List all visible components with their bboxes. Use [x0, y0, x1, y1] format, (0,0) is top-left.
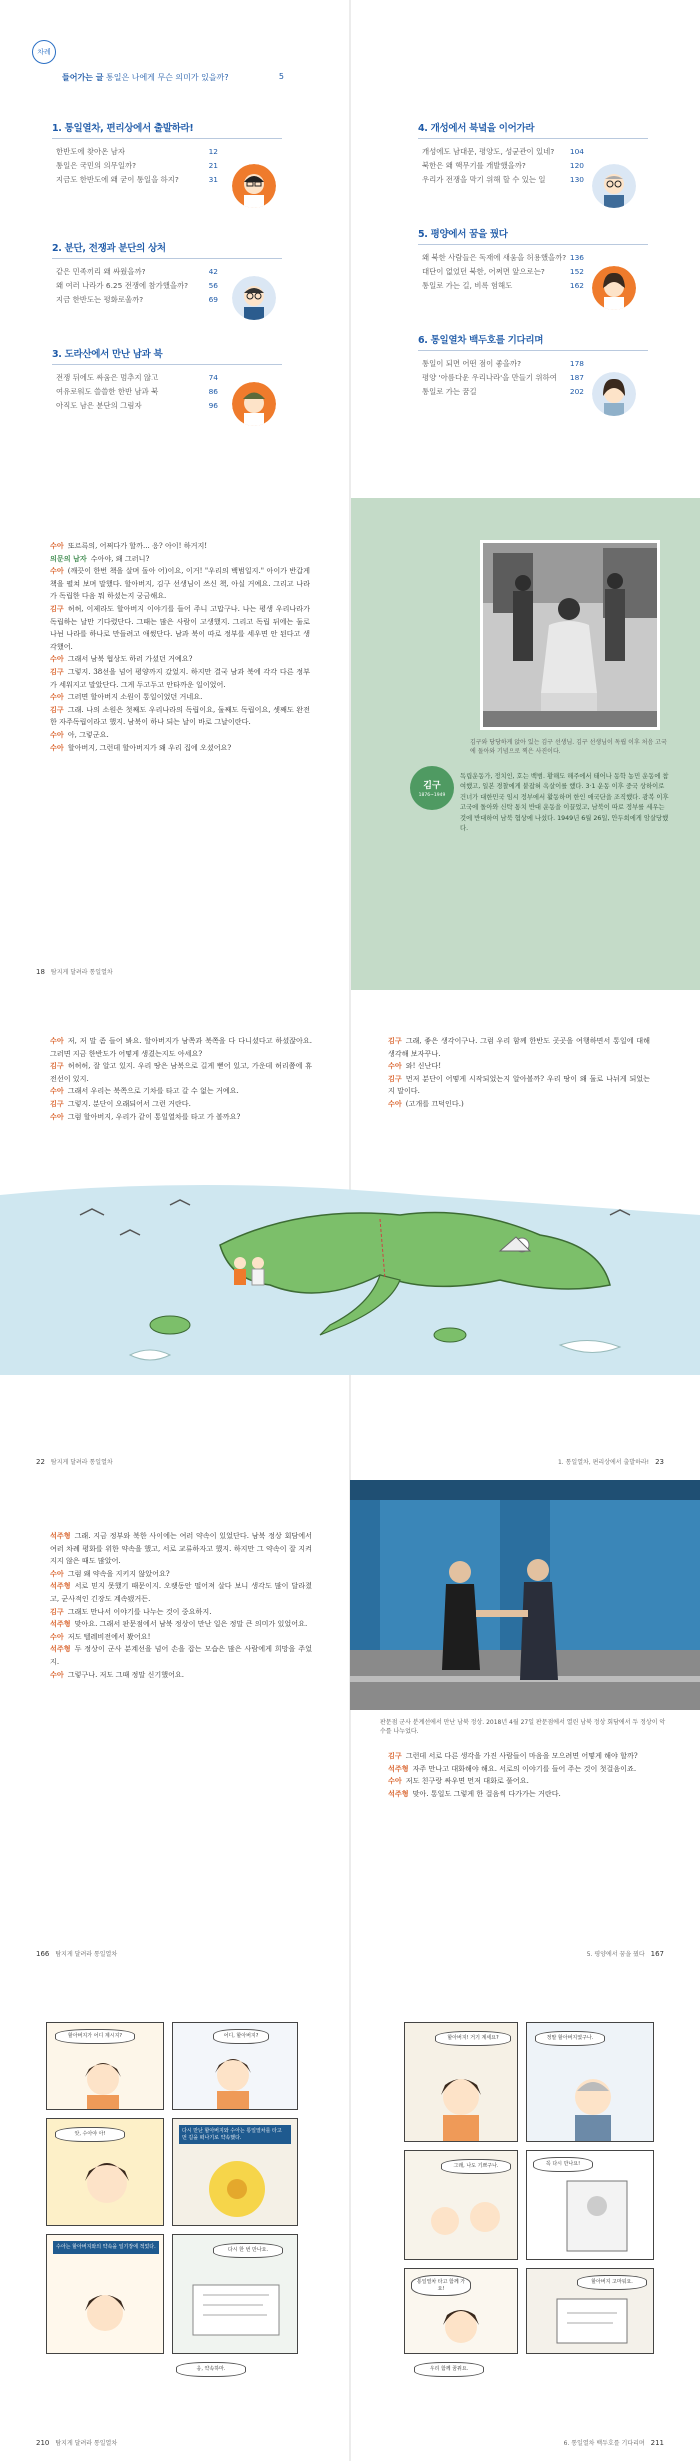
toc-badge: 차례 [32, 40, 56, 64]
line-text: 그래, 좋은 생각이구나. 그럼 우리 함께 한반도 곳곳을 여행하면서 통일에 대해 생각해 보자꾸나. [388, 1036, 650, 1058]
toc-item[interactable] [418, 173, 584, 187]
speaker: 수아 [50, 566, 64, 576]
toc-item-page: 152 [569, 267, 584, 276]
toc-part-title: 4. 개성에서 북녘을 이어가라 [418, 123, 535, 134]
toc-item-page: 130 [569, 175, 584, 184]
toc-item-page: 162 [569, 281, 584, 290]
page-folio [30, 2438, 117, 2447]
comic-panel [404, 2022, 518, 2142]
toc-item[interactable] [52, 385, 218, 399]
page-number: 22 [36, 1458, 45, 1466]
line-text: (깨끗이 한번 책을 살며 돌아 어)이요, 이거! "우리의 백범일지." 아이가 반갑게 책을 펼쳐 보며 말했다. 할아버지, 김구 선생님이 쓰신 책, 아실 거예요. 그리고 나라가 독립한 다음 뭐 하셨는지 궁금해요. [50, 566, 310, 601]
profile-name: 김구 [423, 781, 441, 791]
line-text: 저도 텔레비전에서 봤어요! [67, 1631, 151, 1641]
comic-panel [172, 2022, 298, 2110]
dialogue-line [50, 1643, 312, 1668]
toc-item[interactable] [418, 357, 584, 371]
line-text: 그런데 서로 다른 생각을 가진 사람들이 마음을 모으려면 어떻게 해야 할까? [405, 1751, 638, 1760]
speaker: 수아 [388, 1061, 402, 1071]
speaker: 김구 [50, 666, 64, 676]
line-text: 맞아요. 그래서 판문점에서 남북 정상이 만난 일은 정말 큰 의미가 있었어요. [74, 1619, 308, 1629]
page-folio [30, 1457, 113, 1466]
page-number: 167 [650, 1950, 664, 1958]
avatar-girl-orange [592, 266, 636, 310]
dialogue-line [388, 1073, 650, 1098]
summit-photo [350, 1480, 700, 1710]
dialogue-text [50, 540, 310, 754]
toc-item[interactable] [52, 279, 218, 293]
profile-bio: 독립운동가, 정치인, 호는 백범. 황해도 해주에서 태어나 동학 농민 운동에 참여했고, 일본 경찰에게 붙잡혀 옥살이를 했다. 3·1 운동 이후 중국 상하이로 건너가 대한민국 임시 정부에서 활동하며 한인 애국단을 조직했다. 광복 이후 고국에 돌아와 신탁 통치 반대 운동을 이끌었고, 남북이 따로 정부를 세우는 것에 반대하여 남북 협상에 나섰다. 1949년 6월 26일, 안두희에게 암살당했다. [460, 773, 669, 833]
toc-item-label: 우리가 전쟁을 막기 위해 할 수 있는 일 [422, 175, 546, 184]
page-folio [30, 1949, 117, 1958]
toc-part-title: 2. 분단, 전쟁과 분단의 상처 [52, 243, 166, 254]
dialogue-text [50, 1035, 312, 1123]
speaker: 김구 [388, 1073, 402, 1083]
speaker: 김구 [388, 1036, 402, 1045]
line-text: (고개를 끄덕인다.) [405, 1098, 464, 1108]
speaker: 김구 [50, 1061, 64, 1071]
dialogue-line [388, 1775, 650, 1788]
line-text: 그래도 만나서 이야기를 나누는 것이 중요하지. [67, 1606, 212, 1616]
line-text: 아, 그렇군요. [67, 729, 109, 739]
speaker: 수아 [50, 1631, 64, 1641]
speech-bubble: 앗, 수아야 아! [55, 2127, 125, 2142]
comic-panel [404, 2150, 518, 2260]
line-text: 그럼 왜 약속을 지키지 않았어요? [67, 1568, 170, 1578]
speaker: 수아 [50, 1669, 64, 1679]
toc-item-page: 21 [208, 161, 218, 170]
dialogue-line [50, 1606, 312, 1619]
speaker: 석주형 [50, 1644, 71, 1654]
dialogue-text [50, 1530, 312, 1681]
toc-part-title: 5. 평양에서 꿈을 꿨다 [418, 229, 508, 240]
avatar-girl-blue [592, 372, 636, 416]
divider [52, 258, 282, 259]
toc-item-label: 통일로 가는 길, 비록 험해도 [422, 281, 513, 290]
speaker: 수아 [50, 654, 64, 664]
toc-item-label: 왜 북한 사람들은 독재에 새움을 허용했을까? [422, 253, 567, 262]
avatar-student [232, 164, 276, 208]
page-folio [564, 2438, 670, 2447]
toc-item[interactable] [52, 159, 218, 173]
toc-item-label: 통일로 가는 꿈길 [422, 387, 477, 396]
toc-intro-title: 통일은 나에게 무슨 의미가 있을까? [105, 73, 229, 82]
dialogue-line [388, 1098, 650, 1111]
toc-item[interactable] [418, 251, 584, 265]
page-number: 23 [655, 1458, 664, 1466]
toc-item-label: 대단이 없었던 북한, 어쩌면 앞으로는? [422, 267, 545, 276]
toc-item-page: 120 [569, 161, 584, 170]
toc-item[interactable] [418, 385, 584, 399]
toc-item[interactable] [52, 399, 218, 413]
speaker: 수아 [388, 1776, 402, 1786]
dialogue-line [50, 603, 310, 653]
dialogue-line [50, 1098, 312, 1111]
running-head: 탐지게 달려라 통일열차 [55, 1951, 118, 1958]
toc-item-label: 평양 '아름다운 우리나라'을 만들기 위하여 [422, 373, 557, 382]
speaker: 김구 [50, 704, 64, 714]
line-text: 와! 신난다! [405, 1061, 442, 1071]
dialogue-line [50, 1669, 312, 1682]
toc-item-page: 42 [208, 267, 218, 276]
speech-bubble: 응, 약속하마. [176, 2362, 246, 2377]
speech-bubble: 우리 함께 꿈꿔요. [414, 2362, 484, 2377]
page-folio [30, 967, 113, 976]
toc-part-6 [418, 332, 648, 399]
dialogue-text [388, 1035, 650, 1111]
line-text: 그렇구나. 저도 그때 정말 신기했어요. [67, 1669, 185, 1679]
line-text: 저, 저 말 좀 들어 봐요. 할아버지가 남쪽과 북쪽을 다 다니셨다고 하셨잖아요. 그러면 지금 한반도가 어떻게 생겼는지도 아세요? [50, 1036, 312, 1058]
running-head: 탐지게 달려라 통일열차 [50, 969, 113, 976]
toc-item-page: 136 [569, 253, 584, 262]
speaker: 석주형 [388, 1763, 409, 1773]
toc-part-5 [418, 226, 648, 293]
toc-item-label: 왜 여러 나라가 6.25 전쟁에 참가했을까? [56, 281, 189, 290]
toc-item-page: 74 [208, 373, 218, 382]
toc-item[interactable] [52, 371, 218, 385]
line-text: 그렇지. 분단이 오래되어서 그런 거란다. [67, 1098, 191, 1108]
toc-part-title: 6. 통일열차 백두호를 기다리며 [418, 335, 544, 346]
dialogue-line [50, 742, 310, 755]
line-text: 또르륵의, 어쩌다가 할까... 응? 아이! 하거지! [67, 541, 208, 550]
toc-item-label: 전쟁 뒤에도 싸움은 멈추지 않고 [56, 373, 159, 382]
comic-panel [526, 2268, 654, 2354]
dialogue-line [50, 540, 310, 553]
running-head: 5. 평양에서 꿈을 꿨다 [586, 1951, 645, 1958]
comic-panel [46, 2118, 164, 2226]
line-text: 허허허, 잘 알고 있지. 우리 땅은 남북으로 길게 뻗어 있고, 가운데 허리쯤에 휴전선이 있지. [50, 1061, 312, 1083]
speech-bubble: 다시 한 번 만나요. [213, 2243, 283, 2258]
page-number: 18 [36, 968, 45, 976]
line-text: 할아버지, 그런데 할아버지가 왜 우리 집에 오셨어요? [67, 742, 232, 752]
line-text: 수아야, 왜 그러니? [90, 553, 150, 563]
toc-item-label: 지금 한반도는 평화로울까? [56, 295, 144, 304]
toc-item-page: 178 [569, 359, 584, 368]
speaker: 수아 [50, 742, 64, 752]
photo-caption: 판문점 군사 분계선에서 만난 남북 정상. 2018년 4월 27일 판문점에서 열린 남북 정상 회담에서 두 정상이 악수를 나누었다. [380, 1719, 666, 1735]
toc-spread [0, 0, 700, 498]
speech-bubble: 할아버지가 어디 계시지? [55, 2029, 135, 2044]
line-text: 그래. 나의 소원은 첫째도 우리나라의 독립이요, 둘째도 독립이요, 셋째도 완전한 자주독립이라고 했지. 남북이 하나 되는 날이 바로 그날이란다. [50, 704, 310, 727]
dialogue-line [388, 1763, 650, 1776]
line-text: 먼저 분단이 어떻게 시작되었는지 알아볼까? 우리 땅이 왜 둘로 나뉘게 되었는지 말이다. [388, 1073, 650, 1096]
toc-item-page: 31 [208, 175, 218, 184]
page-number: 210 [36, 2439, 50, 2447]
korea-map-illustration [0, 1175, 700, 1375]
dialogue-line [50, 1085, 312, 1098]
speech-bubble: 어디, 할아버지? [213, 2029, 269, 2044]
line-text: 허허, 이제라도 할아버지 이야기를 들어 주니 고맙구나. 나는 평생 우리나라가 독립하는 날만 기다렸단다. 그때는 많은 사람이 고생했지. 그리고 독립 뒤에는 둘로 나뉜 나라를 하나로 만들려고 애썼단다. 남과 북이 따로 정부를 세우면 안 된다고 생각했어. [50, 603, 310, 651]
page-folio [558, 1457, 670, 1466]
speaker: 석주형 [50, 1619, 71, 1629]
toc-intro-label: 들어가는 글 [62, 73, 104, 82]
toc-item[interactable] [52, 293, 218, 307]
speech-bubble: 정말 할아버지였구나. [535, 2031, 605, 2046]
speech-bubble: 그래, 나도 기쁘구나. [441, 2159, 511, 2174]
toc-item-page: 12 [208, 147, 218, 156]
comic-panel [46, 2234, 164, 2354]
toc-item-label: 지금도 한반도에 왜 굳이 통일을 하지? [56, 175, 179, 184]
speaker: 석주형 [50, 1531, 71, 1540]
divider [418, 244, 648, 245]
speaker: 수아 [50, 1568, 64, 1578]
toc-part-2 [52, 240, 282, 307]
spread-5 [0, 1972, 700, 2461]
line-text: 그래. 지금 정부와 북한 사이에는 여러 약속이 있었단다. 남북 정상 회담에서 여러 차례 평화를 위한 약속을 했고, 서로 교류하자고 했지. 하지만 그 약속이 잘 지켜지지 않은 때도 많았어. [50, 1531, 312, 1566]
toc-item-page: 104 [569, 147, 584, 156]
dialogue-line [50, 1035, 312, 1060]
dialogue-line [388, 1060, 650, 1073]
toc-item[interactable] [418, 145, 584, 159]
speaker: 수아 [50, 1086, 64, 1096]
divider [418, 138, 648, 139]
toc-item-page: 202 [569, 387, 584, 396]
speaker: 석주형 [50, 1581, 71, 1591]
toc-item[interactable] [418, 371, 584, 385]
profile-badge [410, 766, 454, 810]
toc-item[interactable] [52, 265, 218, 279]
toc-intro-page: 5 [278, 72, 284, 81]
dialogue-line [50, 653, 310, 666]
speech-bubble: 꼭 다시 만나요! [533, 2157, 593, 2172]
toc-item[interactable] [418, 265, 584, 279]
avatar-old-man [592, 164, 636, 208]
comic-panel [172, 2234, 298, 2354]
narration-box: 수아는 할아버지와의 약속을 일기장에 적었다. [53, 2241, 159, 2254]
dialogue-line [50, 553, 310, 566]
dialogue-line [50, 1568, 312, 1581]
comic-panel [404, 2268, 518, 2354]
running-head: 탐지게 달려라 통일열차 [55, 2440, 118, 2447]
divider [52, 364, 282, 365]
divider [418, 350, 648, 351]
gutter [349, 0, 351, 498]
toc-item-label: 북한은 왜 핵무기를 개발했을까? [422, 161, 526, 170]
toc-item-label: 한반도에 찾아온 남자 [56, 147, 125, 156]
speech-bubble: 할아버지 고마워요. [577, 2275, 647, 2290]
line-text: 두 정상이 군사 분계선을 넘어 손을 잡는 모습은 많은 사람에게 희망을 주었지. [50, 1644, 312, 1666]
photo-caption: 김구와 당당하게 앉아 있는 김구 선생님. 김구 선생님이 독립 이후 처음 고국에 돌아와 기념으로 찍은 사진이다. [470, 739, 667, 755]
line-text: 그러면 할아버지 소원이 통일이었던 거네요. [67, 692, 203, 702]
speaker: 수아 [50, 1111, 64, 1121]
page-folio [587, 1949, 670, 1958]
speech-bubble: 통일열차 타고 함께 가요! [411, 2275, 471, 2296]
toc-item[interactable] [52, 173, 218, 187]
dialogue-line [50, 1631, 312, 1644]
speaker: 김구 [50, 603, 64, 613]
divider [52, 138, 282, 139]
comic-panel [526, 2022, 654, 2142]
line-text: 그래서 남북 협상도 하러 가셨던 거예요? [67, 654, 193, 664]
spread-4 [0, 1480, 700, 1972]
line-text: 맞아. 통일도 그렇게 한 걸음씩 다가가는 거란다. [412, 1788, 561, 1798]
spread-2 [0, 498, 700, 990]
gutter [349, 1972, 351, 2461]
toc-part-title: 3. 도라산에서 만난 남과 북 [52, 349, 163, 360]
speaker: 김구 [50, 1098, 64, 1108]
dialogue-line [50, 704, 310, 729]
toc-item-label: 아직도 남은 분단의 그림자 [56, 401, 142, 410]
speaker: 김구 [388, 1751, 402, 1760]
dialogue-line [388, 1035, 650, 1060]
speaker: 수아 [50, 729, 64, 739]
dialogue-line [388, 1750, 650, 1763]
narration-box: 다시 만난 할아버지와 수아는 통일열차를 타고 먼 길을 떠나기로 약속했다. [179, 2125, 291, 2144]
dialogue-line [50, 729, 310, 742]
dialogue-line [50, 1530, 312, 1568]
dialogue-line [50, 691, 310, 704]
toc-item-page: 187 [569, 373, 584, 382]
toc-part-4 [418, 120, 648, 187]
comic-panel [46, 2022, 164, 2110]
line-text: 자주 만나고 대화해야 해요. 서로의 이야기를 들어 주는 것이 첫걸음이죠. [412, 1763, 637, 1773]
historic-photo [480, 540, 660, 730]
toc-part-1 [52, 120, 282, 187]
comic-panel [526, 2150, 654, 2260]
toc-item-page: 86 [208, 387, 218, 396]
toc-item-page: 69 [208, 295, 218, 304]
comic-panel [172, 2118, 298, 2226]
speaker: 의문의 남자 [50, 553, 87, 563]
avatar-man-glasses [232, 276, 276, 320]
toc-intro[interactable] [62, 72, 284, 83]
dialogue-line [50, 666, 310, 691]
line-text: 그럼 할아버지, 우리가 같이 통일열차를 타고 가 볼까요? [67, 1111, 241, 1121]
line-text: 그렇지. 38선을 넘어 평양까지 갔었지. 하지만 결국 남과 북에 각각 다른 정부가 세워지고 말았단다. 그게 두고두고 안타까운 일이었어. [50, 666, 310, 689]
toc-item[interactable] [418, 279, 584, 293]
toc-item-page: 56 [208, 281, 218, 290]
line-text: 저도 친구랑 싸우면 먼저 대화로 풀어요. [405, 1776, 529, 1786]
dialogue-line [50, 1060, 312, 1085]
toc-item-label: 통일은 국민의 의무일까? [56, 161, 137, 170]
dialogue-line [50, 1580, 312, 1605]
running-head: 탐지게 달려라 통일열차 [50, 1459, 113, 1466]
speaker: 석주형 [388, 1788, 409, 1798]
toc-item[interactable] [52, 145, 218, 159]
running-head: 1. 통일열차, 편리상에서 출발하라! [557, 1459, 650, 1466]
page-number: 211 [650, 2439, 664, 2447]
toc-item-label: 여유로워도 쓸쓸한 한반 남과 북 [56, 387, 159, 396]
spread-3 [0, 990, 700, 1480]
speaker: 수아 [50, 541, 64, 550]
dialogue-line [50, 1111, 312, 1124]
toc-item-label: 통일이 되면 어떤 점이 좋을까? [422, 359, 521, 368]
avatar-soldier [232, 382, 276, 426]
speech-bubble: 할아버지! 거기 계세요? [435, 2031, 511, 2046]
running-head: 6. 통일열차 백두호를 기다리며 [563, 2440, 645, 2447]
dialogue-line [50, 1618, 312, 1631]
toc-item-label: 개성에도 남대문, 평양도, 성균관이 있네? [422, 147, 555, 156]
speaker: 수아 [50, 1036, 64, 1045]
toc-item-label: 같은 민족끼리 왜 싸웠을까? [56, 267, 146, 276]
profile-years: 1876~1949 [418, 793, 446, 798]
toc-item[interactable] [418, 159, 584, 173]
toc-part-title: 1. 통일열차, 편리상에서 출발하라! [52, 123, 194, 134]
speaker: 수아 [50, 692, 64, 702]
gutter [349, 498, 351, 990]
speaker: 김구 [50, 1606, 64, 1616]
dialogue-line [388, 1788, 650, 1801]
dialogue-line [50, 565, 310, 603]
dialogue-text [388, 1750, 650, 1800]
line-text: 그래서 우리는 북쪽으로 기차를 타고 갈 수 없는 거예요. [67, 1086, 239, 1096]
toc-item-page: 96 [208, 401, 218, 410]
line-text: 서로 믿지 못했기 때문이지. 오랫동안 떨어져 살다 보니 생각도 많이 달라졌고, 군사적인 긴장도 계속됐거든. [50, 1581, 312, 1603]
toc-part-3 [52, 346, 282, 413]
speaker: 수아 [388, 1098, 402, 1108]
page-number: 166 [36, 1950, 50, 1958]
